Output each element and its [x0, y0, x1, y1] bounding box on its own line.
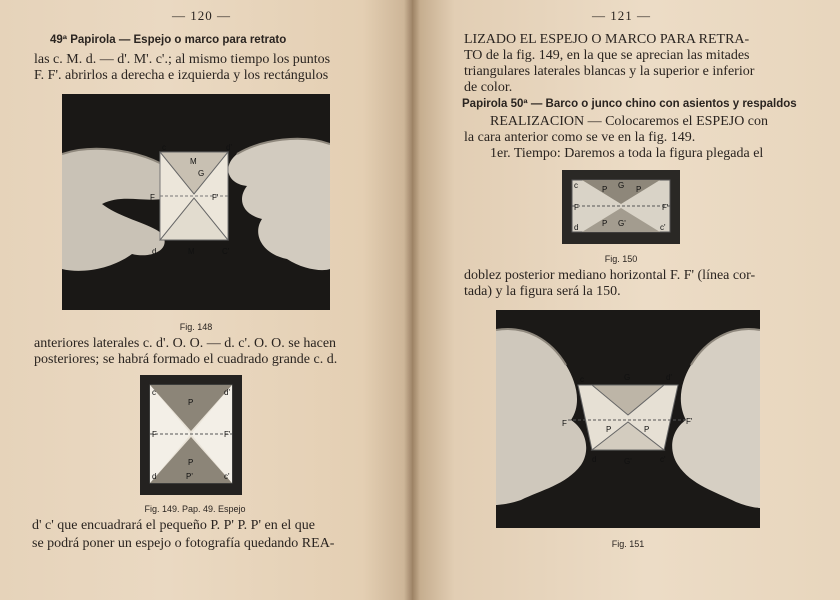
fig-label: P	[606, 425, 612, 434]
fig-label: P	[188, 458, 194, 467]
fig-label: d'	[226, 143, 232, 152]
fig-label: c	[580, 375, 584, 384]
book-gutter	[404, 0, 420, 600]
text-line: la cara anterior como se ve en la fig. 149.	[464, 130, 696, 145]
fig-label: F	[150, 193, 155, 202]
text-line: anteriores laterales c. d'. O. O. — d. c'. O. O. se hacen	[34, 336, 337, 351]
fig-label: P	[636, 185, 642, 194]
text-line: 1er. Tiempo: Daremos a toda la figura plegada el	[490, 146, 764, 161]
fig-label: F	[152, 430, 157, 439]
fig-label: M	[188, 247, 195, 256]
figure-caption: Fig. 151	[611, 539, 645, 549]
fig-label: d'	[666, 373, 672, 382]
text-line: TO de la fig. 149, en la que se aprecian las mitades	[464, 48, 750, 63]
fig-label: P	[644, 425, 650, 434]
text-line: F. F'. abrirlos a derecha e izquierda y los rectángulos	[34, 68, 329, 83]
fig148-photo	[62, 94, 330, 310]
fig-label: G'	[618, 219, 626, 228]
fig-label: F'	[212, 193, 219, 202]
fig-label: G'	[624, 457, 632, 466]
fig-label: d	[152, 472, 157, 481]
fig149-photo	[140, 375, 242, 495]
fig-label: P	[602, 219, 608, 228]
fig-label: M	[190, 157, 197, 166]
fig-label: c	[574, 181, 578, 190]
fig-label: c'	[660, 223, 666, 232]
text-line: se podrá poner un espejo o fotografía quedando REA-	[32, 536, 335, 551]
fig-label: G	[618, 181, 625, 190]
text-line: de color.	[464, 80, 513, 95]
fig-label: d	[592, 455, 597, 464]
fig-label: F'	[224, 430, 231, 439]
fig-label: F'	[686, 417, 693, 426]
text-line: REALIZACION — Colocaremos el ESPEJO con	[490, 114, 769, 129]
text-line: triangulares laterales blancas y la superior e inferior	[464, 64, 755, 79]
section-heading: 49ª Papirola — Espejo o marco para retrato	[50, 34, 287, 46]
fig-label: d	[152, 247, 157, 256]
fig151-photo	[496, 310, 760, 528]
text-line: tada) y la figura será la 150.	[464, 284, 621, 299]
fig150-photo	[562, 170, 680, 244]
fig-label: P'	[186, 472, 193, 481]
fig-label: c'	[660, 455, 666, 464]
fig-label: F	[562, 419, 567, 428]
fig-label: c	[152, 388, 156, 397]
fig-label: c'	[224, 472, 230, 481]
fig-label: C'	[222, 247, 230, 256]
left-page	[0, 0, 412, 600]
page-number: — 121 —	[592, 8, 651, 23]
page-number: — 120 —	[172, 8, 231, 23]
fig-label: G	[624, 373, 631, 382]
text-line: posteriores; se habrá formado el cuadrado grande c. d.	[34, 352, 338, 367]
figure-caption: Fig. 148	[179, 322, 213, 332]
fig-label: G	[198, 169, 205, 178]
right-page	[412, 0, 840, 600]
text-line: d' c' que encuadrará el pequeño P. P' P. P' en el que	[32, 518, 316, 533]
fig-label: P	[602, 185, 608, 194]
text-line: las c. M. d. — d'. M'. c'.; al mismo tiempo los puntos	[34, 52, 331, 67]
text-line: LIZADO EL ESPEJO O MARCO PARA RETRA-	[464, 32, 750, 47]
fig-label: P	[188, 398, 194, 407]
fig-label: c	[162, 143, 166, 152]
fig-label: F	[574, 203, 579, 212]
fig-label: d	[574, 223, 579, 232]
fig-label: d'	[224, 388, 230, 397]
section-heading: Papirola 50ª — Barco o junco chino con asientos y respaldos	[462, 98, 797, 110]
fig-label: F'	[662, 203, 669, 212]
text-line: doblez posterior mediano horizontal F. F' (línea cor-	[464, 268, 756, 283]
figure-caption: Fig. 150	[604, 254, 638, 264]
figure-caption: Fig. 149. Pap. 49. Espejo	[144, 504, 246, 514]
